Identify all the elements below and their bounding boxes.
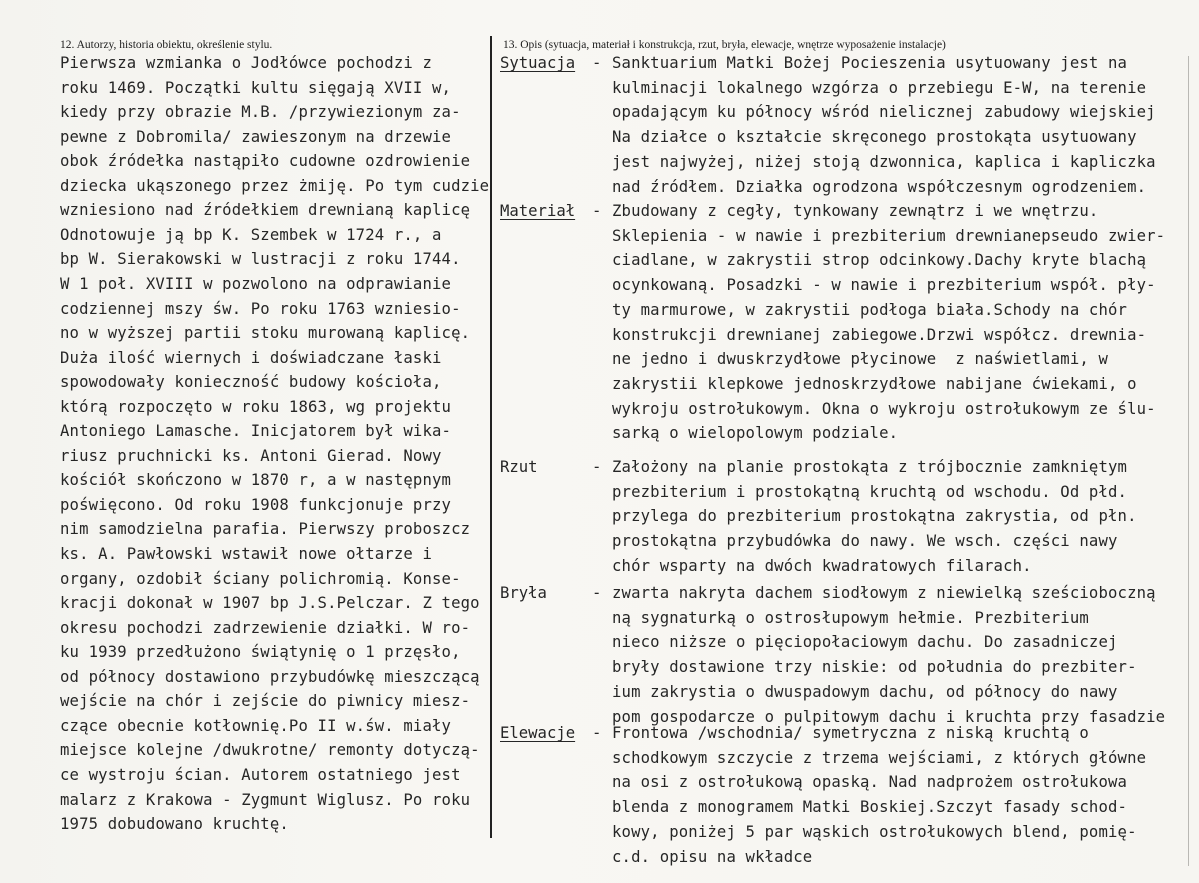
description-text-line: Zbudowany z cegły, tynkowany zewnątrz i we wnętrzu. (612, 202, 1099, 220)
description-text-line: ty marmurowe, w zakrystii podłoga biała.Schody na chór (612, 300, 1128, 319)
description-text-line: Sanktuarium Matki Bożej Pocieszenia usytuowany jest na (612, 54, 1128, 72)
description-text-line: prezbiterium i prostokątną kruchtą od wschodu. Od płd. (612, 482, 1128, 501)
history-text-line: kiedy przy obrazie M.B. /przywiezionym za- (60, 103, 461, 122)
history-text-line: wzniesiono nad źródełkiem drewnianą kaplicę (60, 201, 471, 220)
section-dash: - (592, 724, 602, 742)
history-text-line: riusz pruchnicki ks. Antoni Gierad. Nowy (60, 446, 442, 465)
history-text-line: ks. A. Pawłowski wstawił nowe ołtarze i (60, 545, 432, 563)
history-text-line: codziennej mszy św. Po roku 1763 wzniesio- (60, 299, 461, 318)
section-label-material: Materiał (500, 202, 576, 220)
description-text-line: jest najwyżej, niżej stoją dzwonnica, kaplica i kapliczka (612, 152, 1156, 171)
description-text-line: sarką o wielopolowym podziale. (612, 424, 899, 443)
history-text-line: którą rozpoczęto w roku 1863, wg projektu (60, 397, 452, 416)
section-dash: - (592, 584, 602, 602)
section-label-elewacje: Elewacje (500, 724, 576, 742)
history-text-line: Pierwsza wzmianka o Jodłówce pochodzi z (60, 54, 432, 72)
history-text-line: Antoniego Lamasche. Inicjatorem był wika- (60, 422, 452, 441)
history-text-line: dziecka ukąszonego przez żmiję. Po tym cudzie (60, 176, 490, 195)
description-text-line: ium zakrystia o dwuspadowym dachu, od północy do nawy (612, 682, 1118, 701)
description-text-line: Frontowa /wschodnia/ symetryczna z niską kruchtą o (612, 724, 1089, 742)
description-text-line: Na działce o kształcie skręconego prostokąta usytuowany (612, 128, 1137, 147)
description-text-line: prostokątna przybudówka do nawy. We wsch. części nawy (612, 532, 1118, 551)
history-text-line: od północy dostawiono przybudówkę mieszczącą (60, 667, 480, 686)
history-text-line: bp W. Sierakowski w lustracji z roku 1744. (60, 250, 461, 269)
column-divider (490, 36, 492, 838)
description-text-line: pom gospodarcze o pulpitowym dachu i kruchta przy fasadzie (612, 707, 1166, 726)
description-text-line: Założony na planie prostokąta z trójbocznie zamkniętym (612, 458, 1128, 476)
history-text-line: 1975 dobudowano kruchtę. (60, 815, 289, 834)
description-text-line: kulminacji lokalnego wzgórza o przebiegu E-W, na terenie (612, 78, 1147, 97)
history-text-line: organy, ozdobił ściany polichromią. Konse- (60, 569, 461, 588)
description-text-line: wykroju ostrołukowym. Okna o wykroju ostrołukowym ze ślu- (612, 399, 1156, 418)
history-text-line: W 1 poł. XVIII w pozwolono na odprawianie (60, 274, 452, 293)
history-text-line: nim samodzielna parafia. Pierwszy proboszcz (60, 520, 471, 539)
right-edge-rule (1188, 56, 1189, 866)
history-text-line: roku 1469. Początki kultu sięgają XVII w, (60, 78, 452, 97)
section-dash: - (592, 458, 602, 476)
description-text-line: zwarta nakryta dachem siodłowym z niewielką sześcioboczną (612, 584, 1156, 602)
section-label-bryla: Bryła (500, 584, 547, 602)
description-text-line: ciadlane, w zakrystii strop odcinkowy.Dachy kryte blachą (612, 251, 1147, 270)
history-text-line: wejście na chór i zejście do piwnicy miesz- (60, 692, 471, 711)
history-text-line: poświęcono. Od roku 1908 funkcjonuje przy (60, 495, 452, 514)
history-text-line: Duża ilość wiernych i doświadczane łaski (60, 348, 442, 367)
history-text-line: no w wyższej partii stoku murowaną kaplicę. (60, 324, 471, 343)
history-text-line: Odnotowuje ją bp K. Szembek w 1724 r., a (60, 225, 442, 244)
history-text-line: malarz z Krakowa - Zygmunt Wiglusz. Po roku (60, 790, 471, 809)
right-column-header: 13. Opis (sytuacja, materiał i konstrukcja, rzut, bryła, elewacje, wnętrze wyposażenie instalacje) (503, 39, 946, 51)
section-label-sytuacja: Sytuacja (500, 54, 576, 72)
history-text-line: czące obecnie kotłownię.Po II w.św. miały (60, 716, 452, 735)
description-text-line: kowy, poniżej 5 par wąskich ostrołukowych blend, pomię- (612, 822, 1137, 841)
description-text-line: ną sygnaturką o ostrosłupowym hełmie. Prezbiterium (612, 608, 1089, 627)
description-text-line: ocynkowaną. Posadzki - w nawie i prezbiterium współ. pły- (612, 276, 1156, 295)
description-text-line: opadającym ku północy wśród nielicznej zabudowy wiejskiej (612, 103, 1156, 122)
section-label-rzut: Rzut (500, 458, 538, 476)
history-text-line: okresu pochodzi zadrzewienie działki. W ro- (60, 618, 471, 637)
history-text-line: pewne z Dobromila/ zawieszonym na drzewie (60, 127, 452, 146)
description-text-line: c.d. opisu na wkładce (612, 847, 813, 866)
history-text-line: spowodowały konieczność budowy kościoła, (60, 373, 442, 392)
description-text-line: nad źródłem. Działka ogrodzona współczesnym ogrodzeniem. (612, 177, 1147, 196)
history-text-line: kracji dokonał w 1907 bp J.S.Pelczar. Z tego (60, 594, 480, 613)
description-text-line: bryły dostawione trzy niskie: od południa do prezbiter- (612, 658, 1137, 677)
history-text-line: obok źródełka nastąpiło cudowne ozdrowienie (60, 152, 471, 171)
description-text-line: konstrukcji drewnianej zabiegowe.Drzwi współcz. drewnia- (612, 325, 1147, 344)
description-text-line: przylega do prezbiterium prostokątna zakrystia, od płn. (612, 507, 1137, 526)
section-dash: - (592, 202, 602, 220)
history-text-line: ce wystroju ścian. Autorem ostatniego jest (60, 765, 461, 784)
description-text-line: na osi z ostrołukową opaską. Nad nadprożem ostrołukowa (612, 773, 1128, 792)
description-text-line: ne jedno i dwuskrzydłowe płycinowe z naświetlami, w (612, 350, 1108, 369)
history-text-line: kościół skończono w 1870 r, a w następnym (60, 471, 452, 490)
description-text-line: chór wsparty na dwóch kwadratowych filarach. (612, 556, 1032, 575)
description-text-line: schodkowym szczycie z trzema wejściami, z których główne (612, 748, 1147, 767)
left-column-header: 12. Autorzy, historia obiektu, określenie stylu. (60, 39, 273, 51)
description-text-line: nieco niższe o pięciopołaciowym dachu. Do zasadniczej (612, 633, 1118, 652)
history-text-line: ku 1939 przedłużono świątynię o 1 przęsło, (60, 643, 461, 662)
description-text-line: blenda z monogramem Matki Boskiej.Szczyt fasady schod- (612, 798, 1128, 817)
description-text-line: Sklepienia - w nawie i prezbiterium drewnianepseudo zwier- (612, 226, 1166, 245)
history-text-line: miejsce kolejne /dwukrotne/ remonty dotyczą- (60, 741, 480, 760)
section-dash: - (592, 54, 602, 72)
description-text-line: zakrystii klepkowe jednoskrzydłowe nabijane ćwiekami, o (612, 374, 1137, 393)
